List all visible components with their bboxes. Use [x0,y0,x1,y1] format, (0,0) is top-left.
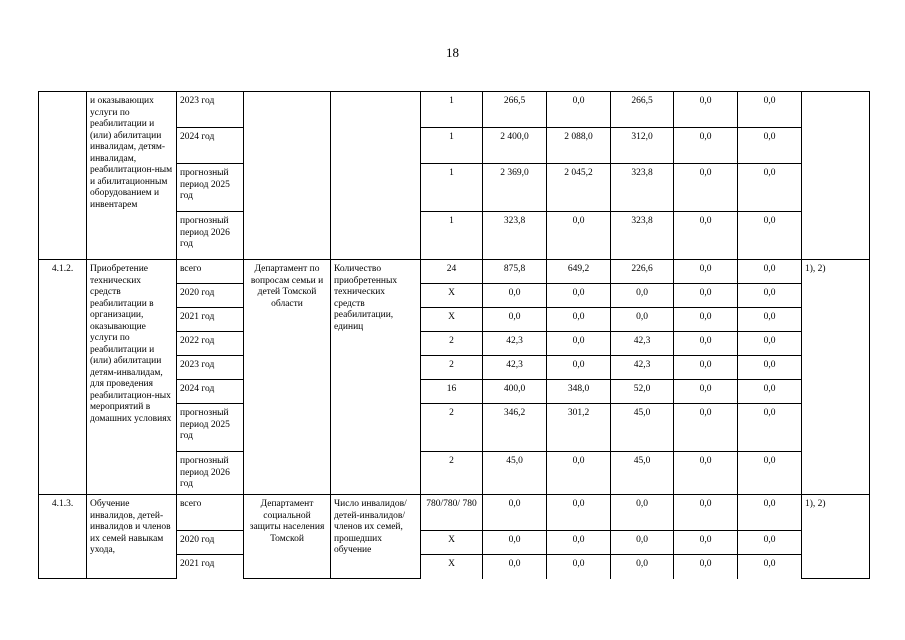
quantity-cell: 2 [421,356,483,380]
item-name-cell: и оказывающих услуги по реабилитации и (или) абилитации инвалидам, детям-инвалидам, реабилитацион-ным и абилитационным оборудованием и инвентарем [87,92,177,260]
regional-budget-cell: 52,0 [611,380,674,404]
extrabudgetary-cell: 0,0 [738,404,802,452]
period-cell: прогнозный период 2026 год [177,452,244,495]
item-number-cell: 4.1.2. [39,260,87,495]
federal-budget-cell: 0,0 [547,212,611,260]
table-row [39,92,870,128]
quantity-cell: 2 [421,452,483,495]
local-budget-cell: 0,0 [674,284,738,308]
local-budget-cell: 0,0 [674,495,738,531]
period-cell: 2021 год [177,555,244,579]
extrabudgetary-cell: 0,0 [738,495,802,531]
item-number-cell [39,92,87,260]
federal-budget-cell: 0,0 [547,284,611,308]
total-cell: 2 369,0 [483,164,547,212]
regional-budget-cell: 45,0 [611,404,674,452]
executor-cell: Департамент по вопросам семьи и детей Томской области [244,260,331,495]
quantity-cell: 2 [421,404,483,452]
period-cell: 2020 год [177,284,244,308]
extrabudgetary-cell: 0,0 [738,531,802,555]
item-name-cell: Приобретение технических средств реабилитации в организации, оказывающие услуги по реабилитации и (или) абилитации детям-инвалидам, для проведения реабилитацион-ных мероприятий в домашних условиях [87,260,177,495]
regional-budget-cell: 226,6 [611,260,674,284]
federal-budget-cell: 0,0 [547,555,611,579]
item-name-cell: Обучение инвалидов, детей-инвалидов и членов их семей навыкам ухода, [87,495,177,579]
federal-budget-cell: 0,0 [547,452,611,495]
extrabudgetary-cell: 0,0 [738,260,802,284]
regional-budget-cell: 42,3 [611,332,674,356]
regional-budget-cell: 42,3 [611,356,674,380]
extrabudgetary-cell: 0,0 [738,356,802,380]
extrabudgetary-cell: 0,0 [738,308,802,332]
quantity-cell: X [421,531,483,555]
indicator-cell: Число инвалидов/ детей-инвалидов/ членов их семей, прошедших обучение [331,495,421,579]
regional-budget-cell: 312,0 [611,128,674,164]
period-cell: 2024 год [177,128,244,164]
regional-budget-cell: 0,0 [611,308,674,332]
total-cell: 42,3 [483,356,547,380]
period-cell: прогнозный период 2025 год [177,164,244,212]
federal-budget-cell: 0,0 [547,308,611,332]
federal-budget-cell: 2 045,2 [547,164,611,212]
total-cell: 0,0 [483,284,547,308]
period-cell: всего [177,495,244,531]
extrabudgetary-cell: 0,0 [738,164,802,212]
page-number: 18 [446,45,459,60]
quantity-cell: X [421,555,483,579]
quantity-cell: 1 [421,128,483,164]
federal-budget-cell: 2 088,0 [547,128,611,164]
period-cell: 2023 год [177,356,244,380]
extrabudgetary-cell: 0,0 [738,212,802,260]
executor-cell: Департамент социальной защиты населения Томской [244,495,331,579]
executor-cell [244,92,331,260]
federal-budget-cell: 348,0 [547,380,611,404]
local-budget-cell: 0,0 [674,380,738,404]
quantity-cell: 1 [421,164,483,212]
total-cell: 45,0 [483,452,547,495]
total-cell: 42,3 [483,332,547,356]
period-cell: 2020 год [177,531,244,555]
total-cell: 875,8 [483,260,547,284]
indicator-cell: Количество приобретенных технических средств реабилитации, единиц [331,260,421,495]
quantity-cell: 1 [421,212,483,260]
total-cell: 323,8 [483,212,547,260]
period-cell: 2021 год [177,308,244,332]
period-cell: 2022 год [177,332,244,356]
local-budget-cell: 0,0 [674,128,738,164]
local-budget-cell: 0,0 [674,555,738,579]
extrabudgetary-cell: 0,0 [738,332,802,356]
extrabudgetary-cell: 0,0 [738,92,802,128]
indicator-cell [331,92,421,260]
local-budget-cell: 0,0 [674,531,738,555]
local-budget-cell: 0,0 [674,404,738,452]
period-cell: прогнозный период 2025 год [177,404,244,452]
local-budget-cell: 0,0 [674,260,738,284]
period-cell: 2023 год [177,92,244,128]
table-row [39,260,870,284]
federal-budget-cell: 301,2 [547,404,611,452]
local-budget-cell: 0,0 [674,164,738,212]
quantity-cell: 16 [421,380,483,404]
program-table [38,91,870,579]
period-cell: всего [177,260,244,284]
extrabudgetary-cell: 0,0 [738,128,802,164]
regional-budget-cell: 266,5 [611,92,674,128]
extrabudgetary-cell: 0,0 [738,380,802,404]
table-row [39,495,870,531]
quantity-cell: 24 [421,260,483,284]
local-budget-cell: 0,0 [674,452,738,495]
item-number-cell: 4.1.3. [39,495,87,579]
total-cell: 2 400,0 [483,128,547,164]
local-budget-cell: 0,0 [674,308,738,332]
table-body [39,92,870,579]
regional-budget-cell: 45,0 [611,452,674,495]
total-cell: 0,0 [483,531,547,555]
local-budget-cell: 0,0 [674,212,738,260]
quantity-cell: 1 [421,92,483,128]
regional-budget-cell: 323,8 [611,212,674,260]
notes-cell [802,92,870,260]
total-cell: 0,0 [483,495,547,531]
federal-budget-cell: 0,0 [547,332,611,356]
quantity-cell: 2 [421,332,483,356]
regional-budget-cell: 0,0 [611,495,674,531]
total-cell: 346,2 [483,404,547,452]
local-budget-cell: 0,0 [674,92,738,128]
extrabudgetary-cell: 0,0 [738,452,802,495]
quantity-cell: 780/780/ 780 [421,495,483,531]
extrabudgetary-cell: 0,0 [738,555,802,579]
total-cell: 0,0 [483,308,547,332]
federal-budget-cell: 0,0 [547,495,611,531]
federal-budget-cell: 0,0 [547,531,611,555]
total-cell: 400,0 [483,380,547,404]
notes-cell: 1), 2) [802,495,870,579]
total-cell: 0,0 [483,555,547,579]
federal-budget-cell: 649,2 [547,260,611,284]
quantity-cell: X [421,308,483,332]
federal-budget-cell: 0,0 [547,356,611,380]
local-budget-cell: 0,0 [674,332,738,356]
federal-budget-cell: 0,0 [547,92,611,128]
local-budget-cell: 0,0 [674,356,738,380]
regional-budget-cell: 0,0 [611,284,674,308]
extrabudgetary-cell: 0,0 [738,284,802,308]
regional-budget-cell: 0,0 [611,531,674,555]
notes-cell: 1), 2) [802,260,870,495]
period-cell: 2024 год [177,380,244,404]
regional-budget-cell: 323,8 [611,164,674,212]
period-cell: прогнозный период 2026 год [177,212,244,260]
total-cell: 266,5 [483,92,547,128]
quantity-cell: X [421,284,483,308]
regional-budget-cell: 0,0 [611,555,674,579]
